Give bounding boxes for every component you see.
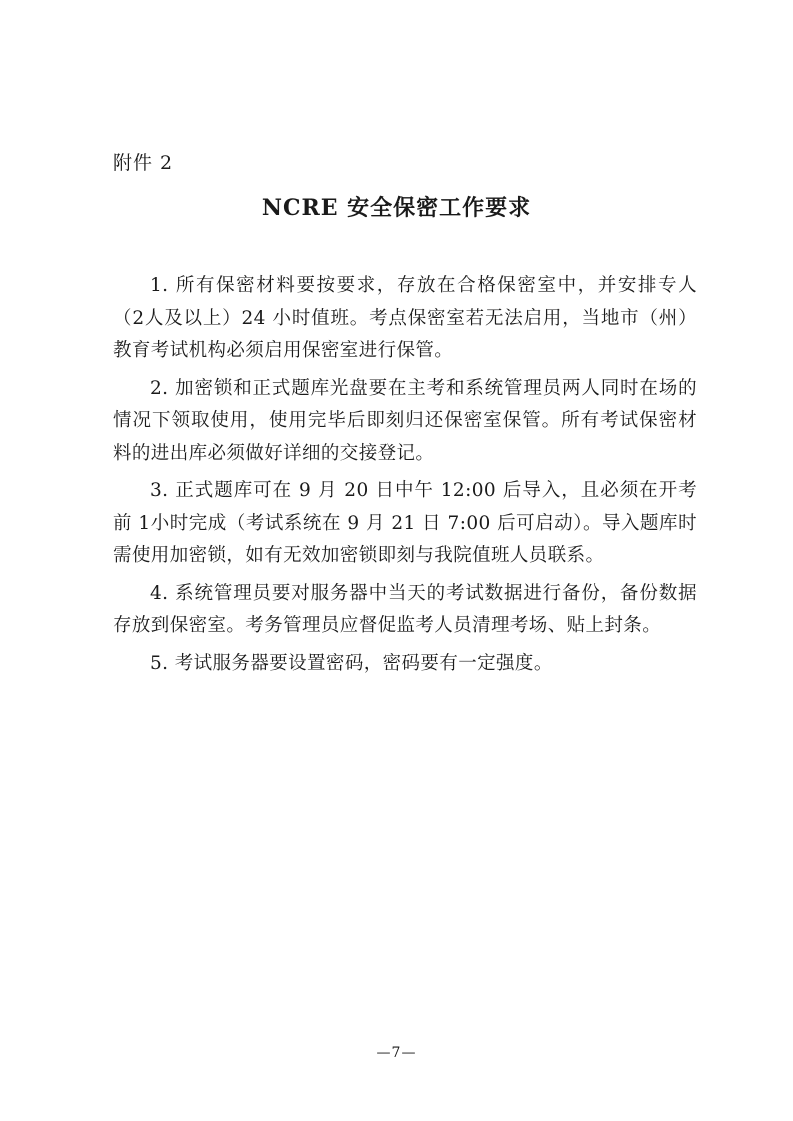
paragraph-5: 5. 考试服务器要设置密码，密码要有一定强度。 [150, 652, 553, 674]
attachment-label: 附件 2 [113, 152, 174, 174]
paragraph-4: 4. 系统管理员要对服务器中当天的考试数据进行备份，备份数据存放到保密室。考务管理员应督促监考人员清理考场、贴上封条。 [113, 582, 697, 636]
document-body [113, 270, 697, 685]
page-number: —7— [376, 1045, 417, 1061]
paragraph-1: 1. 所有保密材料要按要求，存放在合格保密室中，并安排专人（2人及以上）24 小时值班。考点保密室若无法启用，当地市（州）教育考试机构必须启用保密室进行保管。 [113, 275, 697, 361]
paragraph-2: 2. 加密锁和正式题库光盘要在主考和系统管理员两人同时在场的情况下领取使用，使用完毕后即刻归还保密室保管。所有考试保密材料的进出库必须做好详细的交接登记。 [113, 377, 697, 464]
document-title: NCRE 安全保密工作要求 [261, 195, 532, 221]
paragraph-3: 3. 正式题库可在 9 月 20 日中午 12:00 后导入，且必须在开考前 1小时完成（考试系统在 9 月 21 日 7:00 后可启动）。导入题库时需使用加密锁，如有无效加密锁即刻与我院值班人员联系。 [113, 480, 697, 566]
